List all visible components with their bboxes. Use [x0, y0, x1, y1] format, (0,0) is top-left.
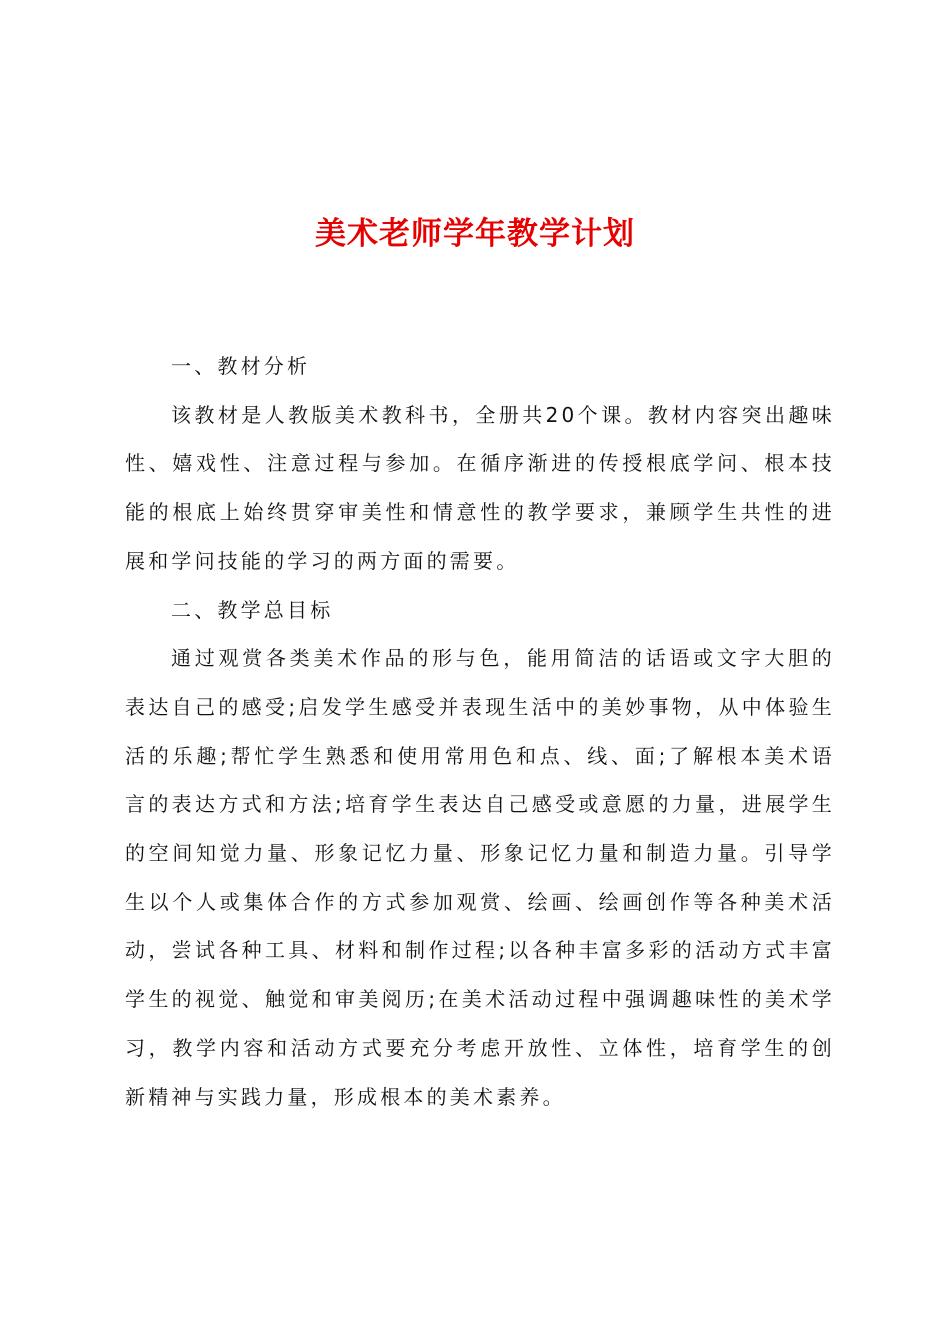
- section-paragraph-textbook-analysis: 该教材是人教版美术教科书，全册共20个课。教材内容突出趣味性、嬉戏性、注意过程与参加。在循序渐进的传授根底学问、根本技能的根底上始终贯穿审美性和情意性的教学要求，兼顾学生共性的进展和学问技能的学习的两方面的需要。: [125, 402, 835, 573]
- section-paragraph-teaching-goals: 通过观赏各类美术作品的形与色，能用简洁的话语或文字大胆的表达自己的感受;启发学生感受并表现生活中的美妙事物，从中体验生活的乐趣;帮忙学生熟悉和使用常用色和点、线、面;了解根本美术语言的表达方式和方法;培育学生表达自己感受或意愿的力量，进展学生的空间知觉力量、形象记忆力量、形象记忆力量和制造力量。引导学生以个人或集体合作的方式参加观赏、绘画、绘画创作等各种美术活动，尝试各种工具、材料和制作过程;以各种丰富多彩的活动方式丰富学生的视觉、触觉和审美阅历;在美术活动过程中强调趣味性的美术学习，教学内容和活动方式要充分考虑开放性、立体性，培育学生的创新精神与实践力量，形成根本的美术素养。: [125, 646, 835, 1109]
- document-body: [125, 342, 835, 1121]
- section-heading-teaching-goals: 二、教学总目标: [171, 597, 334, 622]
- document-title: 美术老师学年教学计划: [315, 216, 635, 252]
- section-heading-textbook-analysis: 一、教材分析: [171, 354, 311, 378]
